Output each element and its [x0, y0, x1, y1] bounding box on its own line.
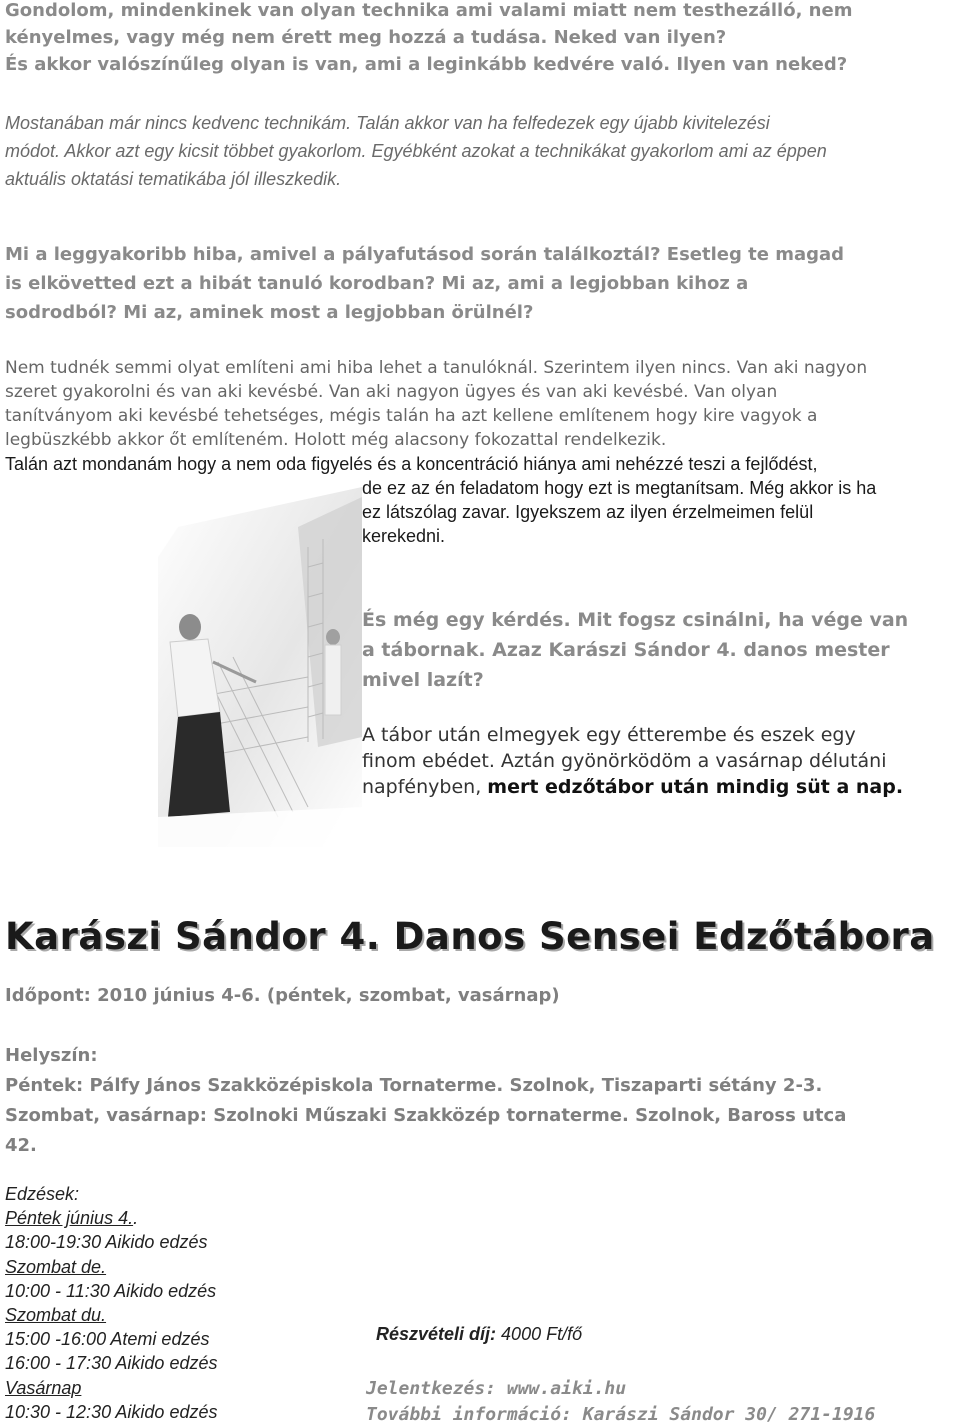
- schedule-session: [5, 1279, 217, 1303]
- mistake-answer-line: szeret gyakorolni és van aki kevésbé. Van aki nagyon ügyes és van aki kevésbé. Van olyan: [5, 382, 778, 402]
- last-answer-plain: napfényben,: [362, 776, 488, 798]
- last-question-line: a tábornak. Azaz Karászi Sándor 4. danos mester: [362, 639, 890, 661]
- mistake-answer-line: tanítványom aki kevésbé tehetséges, mégis talán ha azt kellene említenem hogy kire vagyok a: [5, 406, 818, 426]
- mistake-answer-wide: Talán azt mondanám hogy a nem oda figyelés és a koncentráció hiánya ami nehézzé teszi a fejlődést,: [5, 454, 818, 474]
- mistake-question-line: Mi a leggyakoribb hiba, amivel a pályafutásod során találkoztál? Esetleg te magad: [5, 244, 845, 265]
- fee-value: 4000 Ft/fő: [496, 1324, 583, 1344]
- event-title: Karászi Sándor 4. Danos Sensei Edzőtábora: [5, 915, 935, 958]
- last-answer-line: finom ebédet. Aztán gyönörködöm a vasárnap délutáni: [362, 750, 887, 772]
- event-venue-line: 42.: [5, 1135, 37, 1156]
- mistake-answer-wrap: [362, 476, 876, 548]
- schedule-heading: Edzések:: [5, 1184, 80, 1204]
- event-venue-label: Helyszín:: [5, 1045, 98, 1066]
- event-time: [5, 985, 560, 1006]
- schedule-text: 18:00-19:30 Aikido edzés: [5, 1232, 208, 1253]
- event-venue: [5, 1071, 846, 1161]
- schedule-day: [5, 1376, 217, 1400]
- mistake-answer-line: Nem tudnék semmi olyat említeni ami hiba lehet a tanulóknál. Szerintem ilyen nincs. Van aki nagyon: [5, 358, 868, 378]
- schedule-text: 10:00 - 11:30 Aikido edzés: [5, 1280, 217, 1301]
- fee: [376, 1324, 582, 1345]
- schedule-list: [5, 1206, 217, 1424]
- schedule: [5, 1182, 217, 1424]
- schedule-session: [5, 1327, 217, 1351]
- event-venue-line: Péntek: Pálfy János Szakközépiskola Tornaterme. Szolnok, Tiszaparti sétány 2-3.: [5, 1075, 823, 1096]
- aikido-photo: [158, 487, 362, 847]
- intro-question-line: És akkor valószínűleg olyan is van, ami a leginkább kedvére való. Ilyen van neked?: [5, 54, 848, 75]
- schedule-text: Péntek június 4.: [5, 1208, 134, 1229]
- schedule-text: Szombat du.: [5, 1305, 107, 1326]
- registration-info: Jelentkezés: www.aiki.hu: [366, 1378, 627, 1399]
- event-time-label: Időpont:: [5, 985, 91, 1006]
- schedule-session: [5, 1400, 217, 1424]
- schedule-session: [5, 1230, 217, 1254]
- schedule-text: Vasárnap: [5, 1377, 82, 1398]
- mistake-answer-wrap-line: kerekedni.: [362, 526, 446, 546]
- intro-answer: [5, 109, 827, 193]
- event-time-value: 2010 június 4-6. (péntek, szombat, vasárnap): [90, 985, 560, 1006]
- intro-answer-line: Mostanában már nincs kedvenc technikám. Talán akkor van ha felfedezek egy újabb kivitelezési: [5, 113, 770, 133]
- mistake-answer-wrap-line: de ez az én feladatom hogy ezt is megtanítsam. Még akkor is ha: [362, 478, 877, 498]
- last-answer-line: A tábor után elmegyek egy étterembe és eszek egy: [362, 724, 856, 746]
- mistake-answer-line: legbüszkébb akkor őt említeném. Holott még alacsony fokozattal rendelkezik.: [5, 430, 667, 450]
- schedule-day: [5, 1303, 217, 1327]
- intro-question-line: kényelmes, vagy még nem érett meg hozzá a tudása. Neked van ilyen?: [5, 27, 727, 48]
- mistake-question: [5, 240, 844, 327]
- intro-question: [5, 0, 852, 78]
- last-answer-bold: mert edzőtábor után mindig süt a nap.: [487, 776, 904, 798]
- schedule-text: Szombat de.: [5, 1256, 107, 1277]
- schedule-session: [5, 1351, 217, 1375]
- schedule-text: 16:00 - 17:30 Aikido edzés: [5, 1353, 218, 1374]
- fee-label: Részvételi díj:: [376, 1324, 497, 1344]
- mistake-answer-wrap-line: ez látszólag zavar. Igyekszem az ilyen érzelmeimen felül: [362, 502, 814, 522]
- mistake-question-line: sodrodból? Mi az, aminek most a legjobban örülnél?: [5, 302, 534, 323]
- last-answer: [362, 722, 903, 800]
- contact-info: További információ: Karászi Sándor 30/ 271-1916: [366, 1404, 876, 1425]
- schedule-text: 15:00 -16:00 Atemi edzés: [5, 1329, 210, 1350]
- intro-answer-line: aktuális oktatási tematikába jól illeszkedik.: [5, 169, 342, 189]
- intro-question-line: Gondolom, mindenkinek van olyan technika ami valami miatt nem testhezálló, nem: [5, 0, 853, 21]
- schedule-suffix: .: [133, 1208, 139, 1229]
- schedule-text: 10:30 - 12:30 Aikido edzés: [5, 1401, 218, 1422]
- schedule-day: [5, 1206, 217, 1230]
- event-venue-line: Szombat, vasárnap: Szolnoki Műszaki Szakközép tornaterme. Szolnok, Baross utca: [5, 1105, 847, 1126]
- mistake-question-line: is elkövetted ezt a hibát tanuló korodban? Mi az, ami a legjobban kihoz a: [5, 273, 749, 294]
- intro-answer-line: módot. Akkor azt egy kicsit többet gyakorlom. Egyébként azokat a technikákat gyakorlom ami az éppen: [5, 141, 827, 161]
- last-question: [362, 605, 908, 695]
- last-question-line: mivel lazít?: [362, 669, 484, 691]
- schedule-day: [5, 1255, 217, 1279]
- last-question-line: És még egy kérdés. Mit fogsz csinálni, ha vége van: [362, 609, 909, 631]
- mistake-answer: [5, 356, 867, 452]
- last-answer-line: [362, 774, 903, 800]
